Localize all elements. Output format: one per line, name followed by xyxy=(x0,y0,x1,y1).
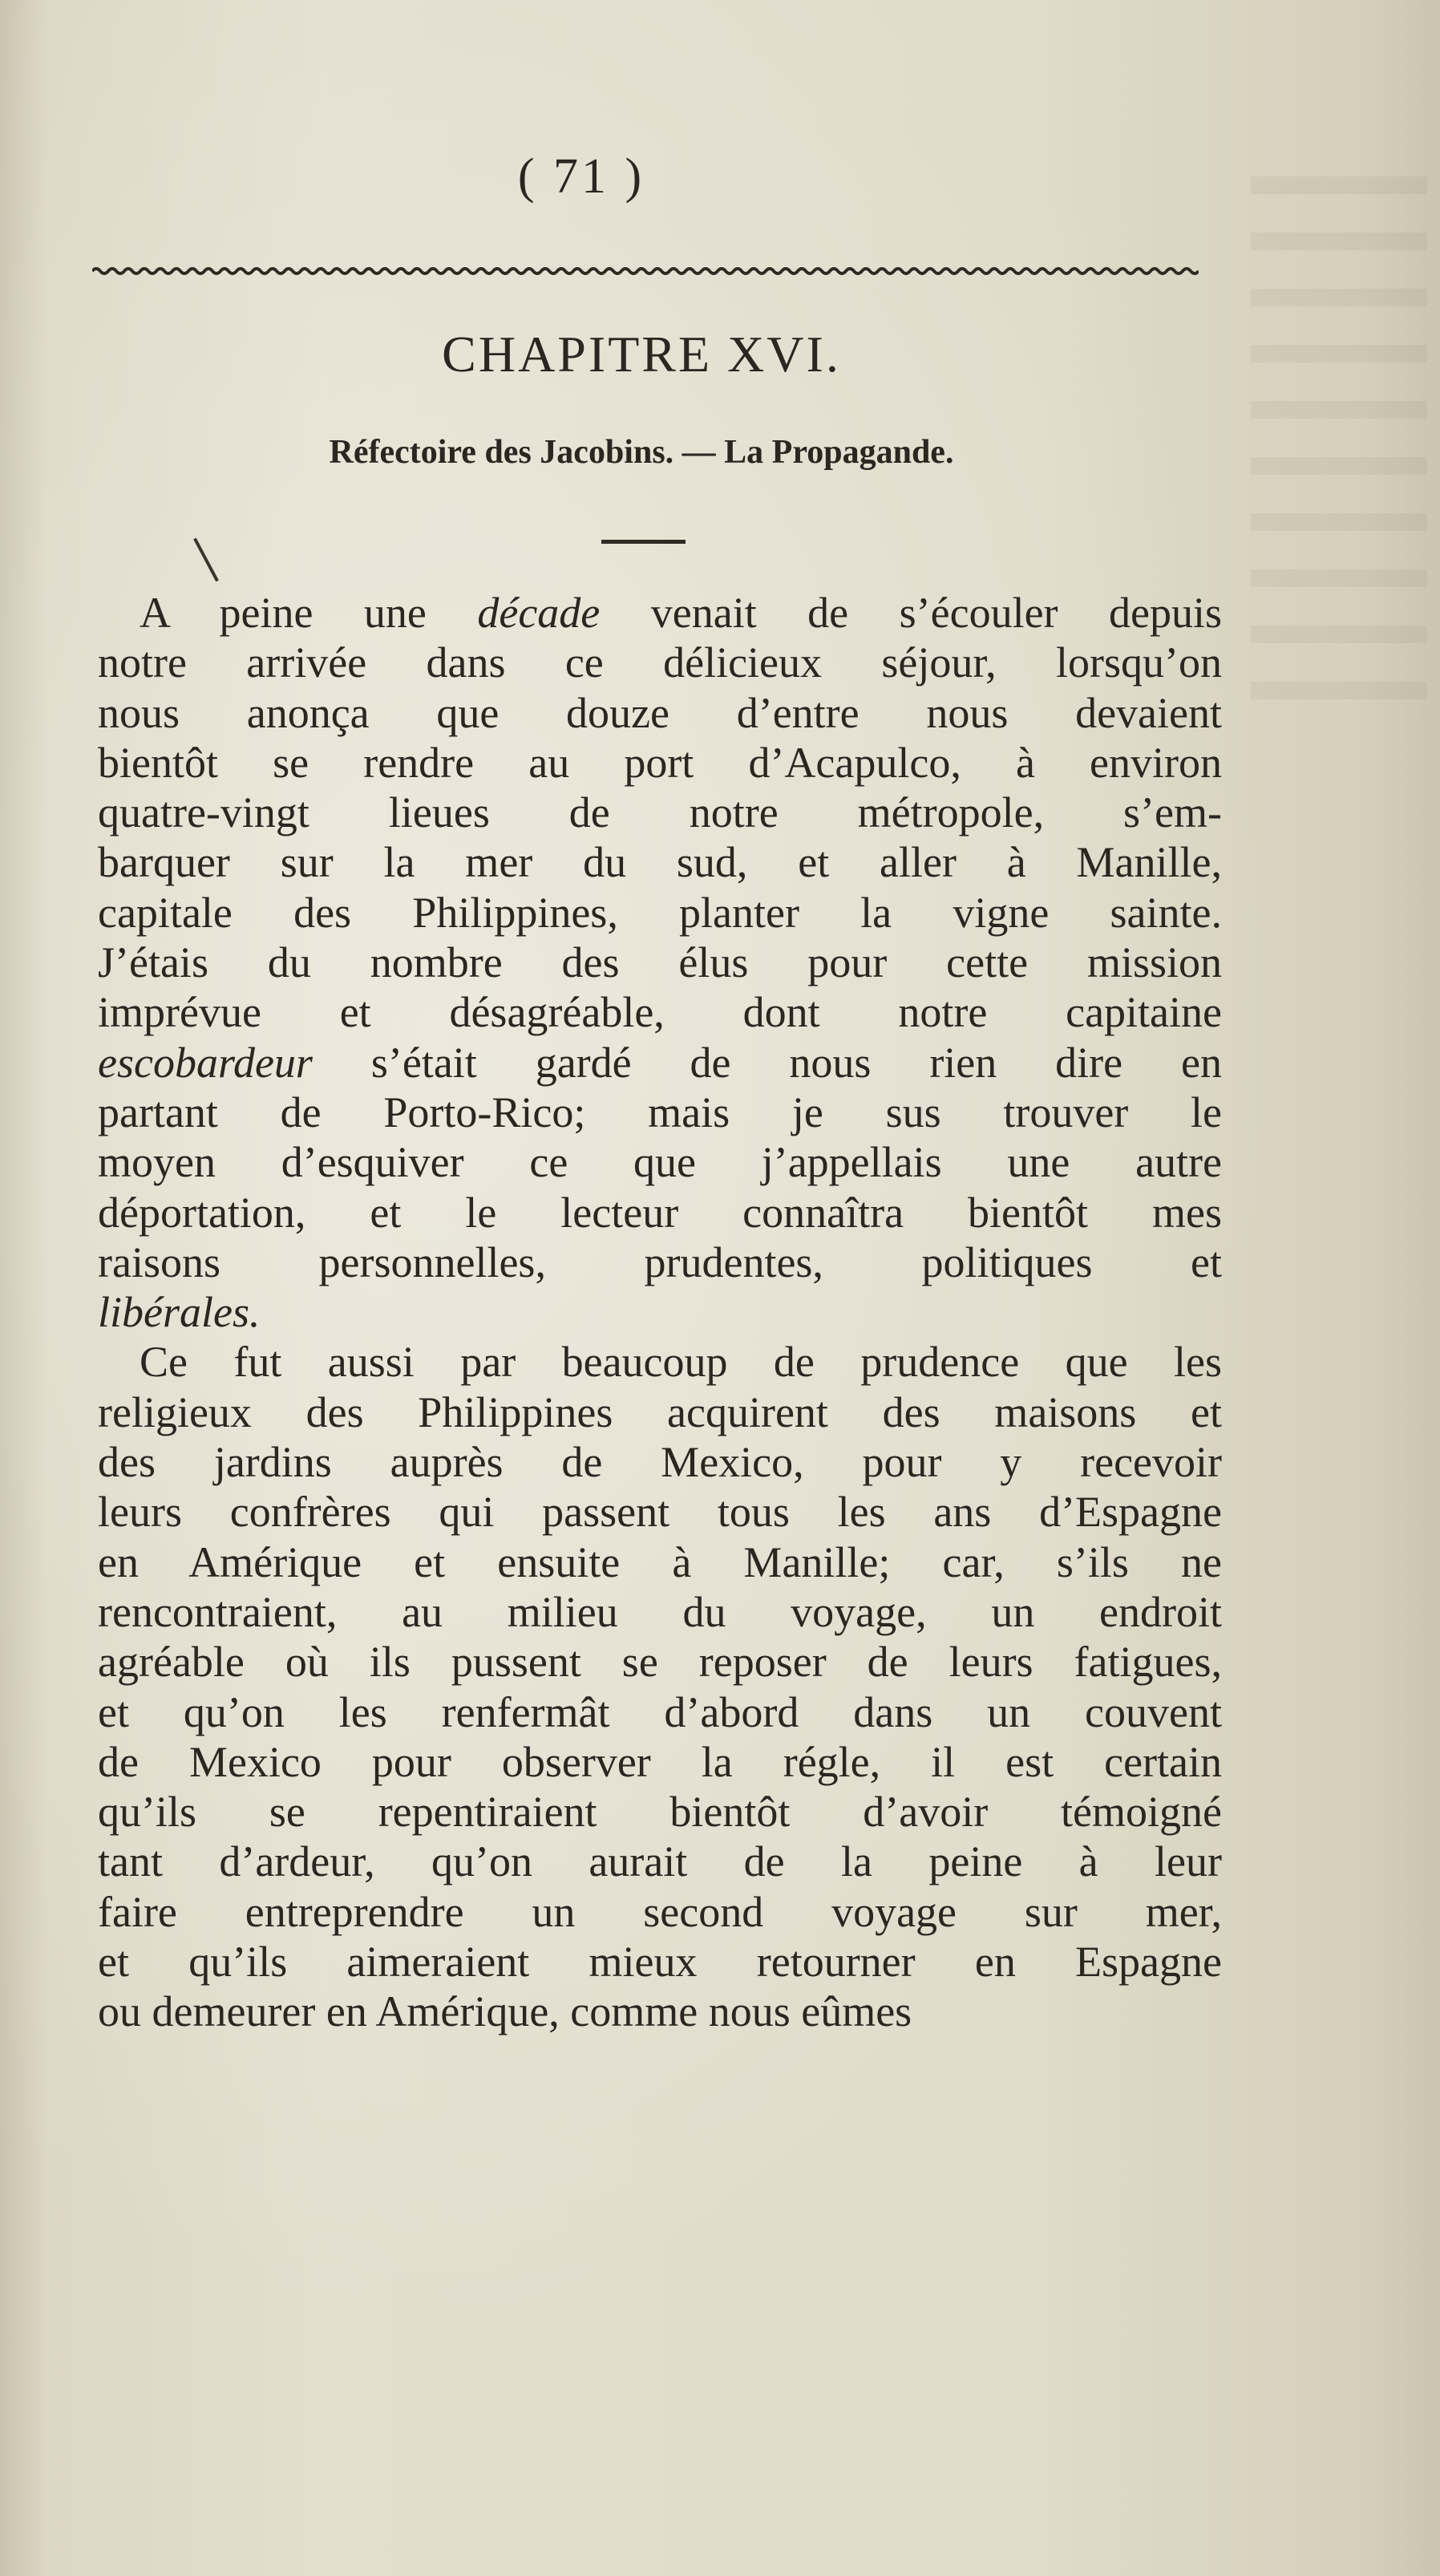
text-line xyxy=(98,1537,1222,1587)
text-line xyxy=(98,588,1222,638)
text-line xyxy=(98,987,1222,1037)
text-segment: rencontraient, au milieu du voyage, un endroit xyxy=(98,1587,1222,1636)
text-line xyxy=(98,1937,1222,1987)
text-segment: moyen d’esquiver ce que j’appellais une autre xyxy=(98,1138,1222,1187)
text-segment: barquer sur la mer du sud, et aller à Manille, xyxy=(98,838,1222,887)
text-line xyxy=(98,1387,1222,1437)
text-line xyxy=(98,688,1222,738)
text-line xyxy=(98,1437,1222,1487)
text-line xyxy=(98,1887,1222,1937)
text-segment: des jardins auprès de Mexico, pour y recevoir xyxy=(98,1438,1222,1487)
text-segment: J’étais du nombre des élus pour cette mission xyxy=(98,938,1222,987)
text-segment: en Amérique et ensuite à Manille; car, s’ils ne xyxy=(98,1537,1222,1586)
text-segment: notre arrivée dans ce délicieux séjour, lorsqu’on xyxy=(98,638,1222,687)
text-line xyxy=(98,638,1222,687)
text-segment: bientôt se rendre au port d’Acapulco, à environ xyxy=(98,738,1222,787)
text-line xyxy=(98,1987,1222,2036)
chapter-subtitle: Réfectoire des Jacobins. — La Propagande. xyxy=(329,434,954,471)
text-line xyxy=(98,1837,1222,1886)
text-segment: venait de s’écouler depuis xyxy=(600,589,1222,637)
text-segment: et qu’ils aimeraient mieux retourner en Espagne xyxy=(98,1938,1222,1987)
text-segment: déportation, et le lecteur connaîtra bientôt mes xyxy=(98,1188,1222,1237)
text-line xyxy=(98,837,1222,887)
text-segment: faire entreprendre un second voyage sur mer, xyxy=(98,1887,1222,1936)
page-number: ( 71 ) xyxy=(517,149,645,204)
text-line xyxy=(98,1137,1222,1187)
text-segment: s’était gardé de nous rien dire en xyxy=(312,1038,1222,1087)
text-line xyxy=(98,1237,1222,1287)
text-line xyxy=(98,1487,1222,1537)
text-line xyxy=(98,1337,1222,1387)
text-line xyxy=(98,888,1222,938)
text-segment: Ce fut aussi par beaucoup de prudence que les xyxy=(140,1338,1222,1387)
italic-text: décade xyxy=(477,589,601,637)
text-segment: raisons personnelles, prudentes, politiques et xyxy=(98,1237,1222,1286)
text-line xyxy=(98,1287,1222,1337)
text-line xyxy=(98,1737,1222,1787)
text-segment: partant de Porto-Rico; mais je sus trouver le xyxy=(98,1088,1222,1136)
text-segment: imprévue et désagréable, dont notre capitaine xyxy=(98,988,1222,1037)
text-line xyxy=(98,1787,1222,1837)
ink-mark xyxy=(193,538,219,582)
section-rule xyxy=(601,540,686,544)
paragraph-1 xyxy=(98,588,1222,1337)
text-segment: A peine une xyxy=(140,589,478,637)
chapter-title: CHAPITRE XVI. xyxy=(442,326,841,383)
paragraph-2 xyxy=(98,1337,1222,2036)
italic-text: libérales. xyxy=(98,1288,261,1337)
text-segment: de Mexico pour observer la régle, il est certain xyxy=(98,1737,1222,1786)
text-line xyxy=(98,1637,1222,1687)
text-segment: ou demeurer en Amérique, comme nous eûmes xyxy=(98,1987,912,2036)
body-text xyxy=(98,588,1222,2037)
text-segment: tant d’ardeur, qu’on aurait de la peine à leur xyxy=(98,1837,1222,1886)
ornamental-rule xyxy=(92,265,1199,277)
text-segment: nous anonça que douze d’entre nous devaient xyxy=(98,688,1222,737)
text-line xyxy=(98,738,1222,788)
text-segment: quatre-vingt lieues de notre métropole, s’em- xyxy=(98,788,1222,837)
text-segment: religieux des Philippines acquirent des maisons et xyxy=(98,1387,1222,1436)
text-line xyxy=(98,788,1222,837)
text-line xyxy=(98,1188,1222,1237)
text-line xyxy=(98,938,1222,987)
text-line xyxy=(98,1088,1222,1137)
text-line xyxy=(98,1587,1222,1637)
text-segment: et qu’on les renfermât d’abord dans un couvent xyxy=(98,1687,1222,1736)
text-line xyxy=(98,1038,1222,1088)
italic-text: escobardeur xyxy=(98,1038,313,1087)
text-segment: qu’ils se repentiraient bientôt d’avoir témoigné xyxy=(98,1788,1222,1837)
text-segment: agréable où ils pussent se reposer de leurs fatigues, xyxy=(98,1638,1222,1687)
text-line xyxy=(98,1687,1222,1737)
text-segment: leurs confrères qui passent tous les ans d’Espagne xyxy=(98,1488,1222,1537)
text-segment: capitale des Philippines, planter la vigne sainte. xyxy=(98,888,1222,937)
